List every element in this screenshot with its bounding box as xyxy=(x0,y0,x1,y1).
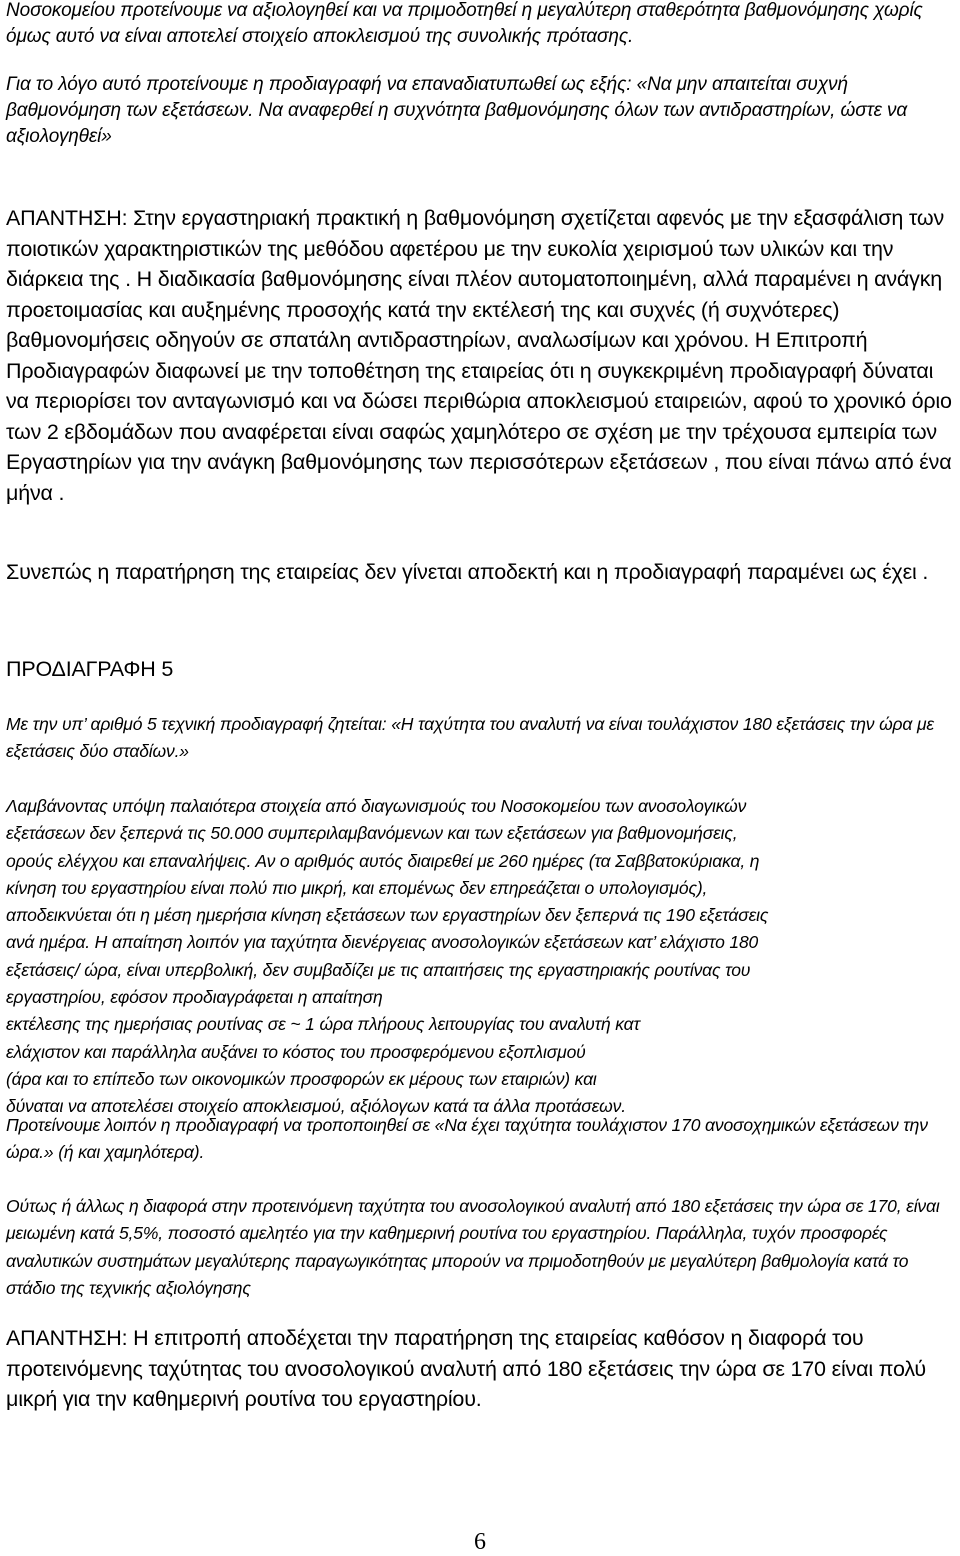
text-line: δύναται να αποτελέσει στοιχείο αποκλεισμού, αξιόλογων κατά τα άλλα προτάσεων. xyxy=(6,1096,626,1117)
section-heading: ΠΡΟΔΙΑΓΡΑΦΗ 5 xyxy=(6,657,174,681)
page-number: 6 xyxy=(474,1529,486,1555)
text-line: εξετάσεων δεν ξεπερνά τις 50.000 συμπεριλαμβανόμενων και των εξετάσεων για βαθμονομήσεις, xyxy=(6,823,738,844)
paragraph-proposal: Για το λόγο αυτό προτείνουμε η προδιαγραφή να επαναδιατυπωθεί ως εξής: «Να μην απαιτείται συχνή βαθμονόμηση των εξετάσεων. Να αναφερθεί η συχνότητα βαθμονόμησης όλων των αντιδραστηρίων, ώστε να αξιολογηθεί» xyxy=(6,74,908,147)
text-line: εξετάσεις/ ώρα, είναι υπερβολική, δεν συμβαδίζει με τις απαιτήσεις της εργαστηριακής ρουτίνας του xyxy=(6,959,751,980)
text-line: ανά ημέρα. Η απαίτηση λοιπόν για ταχύτητα διενέργειας ανοσολογικών εξετάσεων κατ’ ελάχιστο 180 xyxy=(6,932,759,953)
answer-label: ΑΠΑΝΤΗΣΗ xyxy=(6,1326,122,1350)
text-line: (άρα και το επίπεδο των οικονομικών προσφορών εκ μέρους των εταιριών) και xyxy=(6,1068,597,1089)
text-line: εργαστηρίου, εφόσον προδιαγράφεται η απαίτηση xyxy=(6,987,383,1008)
answer-label: ΑΠΑΝΤΗΣΗ xyxy=(6,206,122,230)
paragraph-proposed-change: Προτείνουμε λοιπόν η προδιαγραφή να τροποποιηθεί σε «Να έχει ταχύτητα τουλάχιστον 170 ανοσοχημικών εξετάσεων την ώρα.» (ή και χαμηλότερα). xyxy=(6,1115,928,1163)
paragraph-conclusion: Συνεπώς η παρατήρηση της εταιρείας δεν γίνεται αποδεκτή και η προδιαγραφή παραμένει ως έχει . xyxy=(6,560,929,584)
answer-text: : Η επιτροπή αποδέχεται την παρατήρηση της εταιρείας καθόσον η διαφορά του προτεινόμενης ταχύτητας του ανοσολογικού αναλυτή από 180 εξετάσεις την ώρα σε 170 είναι πολύ μικρή για την καθημερινή ρουτίνα του εργαστηρίου. xyxy=(6,1326,926,1411)
paragraph-intro: Νοσοκομείου προτείνουμε να αξιολογηθεί και να πριμοδοτηθεί η μεγαλύτερη σταθερότητα βαθμονόμησης χωρίς όμως αυτό να είναι αποτελεί στοιχείο αποκλεισμού της συνολικής πρότασης. xyxy=(6,0,923,47)
paragraph-spec-5: Με την υπ’ αριθμό 5 τεχνική προδιαγραφή ζητείται: «Η ταχύτητα του αναλυτή να είναι τουλάχιστον 180 εξετάσεις την ώρα με εξετάσεις δύο σταδίων.» xyxy=(6,714,934,762)
text-line: ορούς ελέγχου και επαναλήψεις. Αν ο αριθμός αυτός διαιρεθεί με 260 ημέρες (τα Σαββατοκύριακα, η xyxy=(6,850,760,871)
text-line: εκτέλεσης της ημερήσιας ρουτίνας σε ~ 1 ώρα πλήρους λειτουργίας του αναλυτή κατ xyxy=(6,1014,640,1035)
text-line: ελάχιστον και παράλληλα αυξάνει το κόστος του προσφερόμενου εξοπλισμού xyxy=(6,1041,586,1062)
text-line: αποδεικνύεται ότι η μέση ημερήσια κίνηση εξετάσεων των εργαστηρίων δεν ξεπερνά τις 190 εξετάσεις xyxy=(6,905,769,926)
text-line: Λαμβάνοντας υπόψη παλαιότερα στοιχεία από διαγωνισμούς του Νοσοκομείου των ανοσολογικών xyxy=(6,796,747,816)
text-line: κίνηση του εργαστηρίου είναι πολύ πιο μικρή, και επομένως δεν επηρεάζεται ο υπολογισμός), xyxy=(6,877,708,898)
answer-text: : Στην εργαστηριακή πρακτική η βαθμονόμηση σχετίζεται αφενός με την εξασφάλιση των ποιοτικών χαρακτηριστικών της μεθόδου αφετέρου με την ευκολία χειρισμού των υλικών και την διάρκεια της . Η διαδικασία βαθμονόμησης είναι πλέον αυτοματοποιημένη, αλλά παραμένει η ανάγκη προετοιμασίας και αυξημένης προσοχής κατά την εκτέλεσή της και συχνές (ή συχνότερες) βαθμονομήσεις οδηγούν σε σπατάλη αντιδραστηρίων, αναλωσίμων και χρόνου. Η Επιτροπή Προδιαγραφών διαφωνεί με την τοποθέτηση της εταιρείας ότι η συγκεκριμένη προδιαγραφή δύναται να περιορίσει τον ανταγωνισμό και να δώσει περιθώρια αποκλεισμού εταιρειών, αφού το χρονικό όριο των 2 εβδομάδων που αναφέρεται είναι σαφώς χαμηλότερο σε σχέση με την τρέχουσα εμπειρία των Εργαστηρίων για την ανάγκη βαθμονόμησης των περισσότερων εξετάσεων , που είναι πάνω από ένα μήνα . xyxy=(6,206,952,505)
paragraph-justification xyxy=(6,793,960,1121)
answer-paragraph-1 xyxy=(6,203,960,508)
answer-paragraph-2 xyxy=(6,1323,960,1415)
paragraph-difference: Ούτως ή άλλως η διαφορά στην προτεινόμενη ταχύτητα του ανοσολογικού αναλυτή από 180 εξετάσεις την ώρα σε 170, είναι μειωμένη κατά 5,5%, ποσοστό αμελητέο για την καθημερινή ρουτίνα του εργαστηρίου. Παράλληλα, τυχόν προσφορές αναλυτικών συστημάτων μεγαλύτερης παραγωγικότητας μπορούν να πριμοδοτηθούν με μεγαλύτερη βαθμολογία κατά το στάδιο της τεχνικής αξιολόγησης xyxy=(6,1196,940,1298)
